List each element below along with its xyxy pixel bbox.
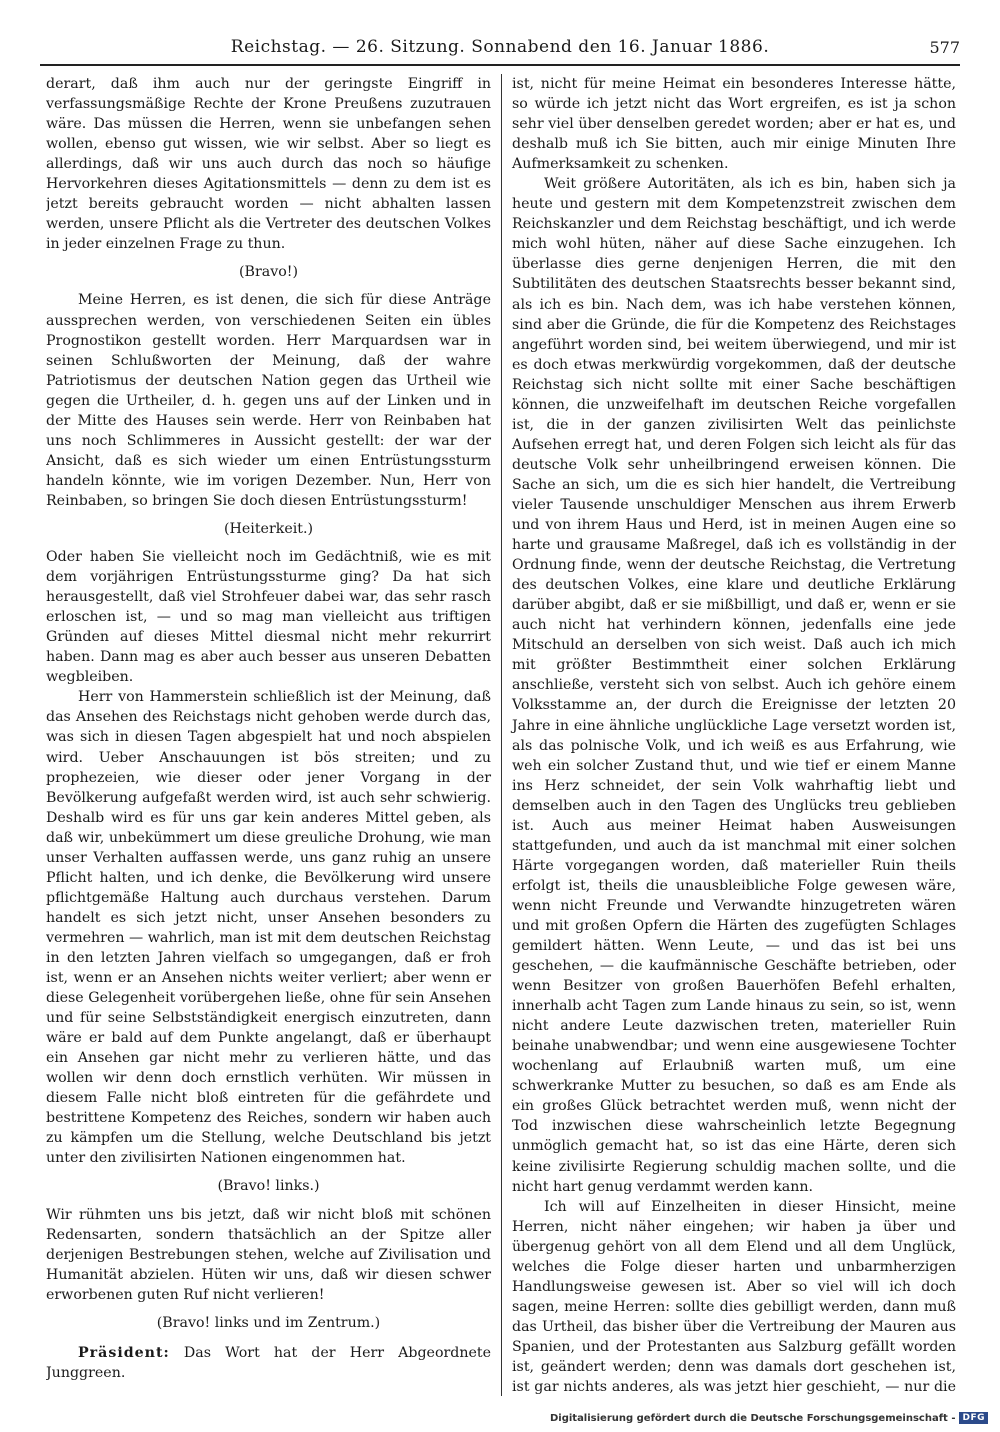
page-number: 577 xyxy=(929,37,960,57)
speaker-statement xyxy=(46,1393,491,1396)
page-header xyxy=(40,30,960,66)
interjection: (Bravo! links und im Zentrum.) xyxy=(156,1314,381,1331)
paragraph: Herr von Hammerstein schließlich ist der Meinung, daß das Ansehen des Reichstags nicht gehoben werde durch das, was sich in diesen Tagen abgespielt hat und noch abspielen wird. Ueber Anschauungen ist bös streiten; und zu prophezeien, wie dieser oder jener Vorgang in der Bevölkerung aufgefaßt werden wird, ist auch sehr schwierig. Deshalb wird es für uns gar kein anderes Mittel geben, als daß wir, unbekümmert um diese greuliche Drohung, wie man unser Verhalten auffassen werde, uns ganz ruhig an unsere Pflicht halten, und ich denke, die Bevölkerung wird unsere pflichtgemäße Haltung auch durchaus verstehen. Darum handelt es sich jetzt nicht, unser Ansehen besonders zu vermehren — wahrlich, man ist mit dem deutschen Reichstag in den letzten Jahren vielfach so umgegangen, daß er froh ist, wenn er an Ansehen nichts weiter verliert; aber wenn er diese Gelegenheit vorübergehen ließe, ohne für sein Ansehen und für seine Selbstständigkeit energisch einzutreten, dann wäre er bald auf dem Punkte angelangt, daß er überhaupt ein Ansehen gar nicht mehr zu verlieren hätte, und das wollen wir denn doch ernstlich verhüten. Wir müssen in diesem Falle nicht bloß eintreten für die gefährdete und bestrittene Kompetenz des Reiches, sondern wir haben auch zu kämpfen um die Stellung, welche Deutschland bis jetzt unter den zivilisirten Nationen eingenommen hat. xyxy=(46,689,491,1167)
dfg-logo: DFG xyxy=(959,1412,988,1424)
footer-text: Digitalisierung gefördert durch die Deutsche Forschungsgemeinschaft - xyxy=(549,1412,956,1424)
digitization-footer xyxy=(550,1412,988,1424)
interjection: (Heiterkeit.) xyxy=(224,520,313,537)
paragraph: Ich will auf Einzelheiten in dieser Hinsicht, meine Herren, nicht näher eingehen; wir haben ja über und übergenug gehört von all dem Elend und all dem Unglück, welches die Folge dieser harten und unbarmherzigen Handlungsweise gewesen ist. Aber so viel will ich doch sagen, meine Herren: sollte dies gebilligt werden, dann muß das Urtheil, das bisher über die Vertreibung der Mauren aus Spanien, und der Protestanten aus Salzburg gefällt worden ist, geändert werden; denn was damals dort geschehen ist, ist gar nichts anderes, als was jetzt hier geschieht, — nur die xyxy=(512,1198,956,1396)
interjection: (Bravo! links.) xyxy=(217,1178,320,1195)
left-column xyxy=(46,74,501,1396)
paragraph: Meine Herren, es ist denen, die sich für diese Anträge aussprechen werden, von verschiedenen Seiten ein übles Prognostikon gestellt worden. Herr Marquardsen war in seinen Schlußworten der Meinung, daß der wahre Patriotismus der deutschen Nation gegen das Urtheil wie gegen die Urtheiler, d. h. gegen uns auf der Linken und in der Mitte des Hauses sein werde. Herr von Reinbaben hat uns noch Schlimmeres in Aussicht gestellt: der war der Ansicht, daß es sich wieder um einen Entrüstungssturm handeln könnte, wie im vorigen Dezember. Nun, Herr von Reinbaben, so bringen Sie doch diesen Entrüstungssturm! xyxy=(46,292,491,509)
paragraph: ist, nicht für meine Heimat ein besonderes Interesse hätte, so würde ich jetzt nicht das Wort ergreifen, es ist ja schon sehr viel über denselben geredet worden; aber er hat es, und deshalb muß ich Sie bitten, auch mir einige Minuten Ihre Aufmerksamkeit zu schenken. xyxy=(512,76,956,173)
speaker-label: Präsident: xyxy=(78,1344,170,1361)
statement-text: Das Wort hat der Herr Abgeordnete Junggreen. xyxy=(46,1344,491,1381)
paragraph: derart, daß ihm auch nur der geringste Eingriff in verfassungsmäßige Rechte der Krone Preußens zuzutrauen wäre. Das müssen die Herren, wenn sie unbefangen sehen wollen, ebenso gut wissen, wie wir selbst. Aber so liegt es allerdings, daß wir uns auch durch das noch so häufige Hervorkehren dieses Agitationsmittels — denn zu dem ist es jetzt bereits gebraucht worden — nicht abhalten lassen werden, unsere Pflicht als die Vertreter des deutschen Volkes in jeder einzelnen Frage zu thun. xyxy=(46,76,491,253)
right-column xyxy=(501,74,956,1396)
paragraph: Weit größere Autoritäten, als ich es bin, haben sich ja heute und gestern mit dem Kompetenzstreit zwischen dem Reichskanzler und dem Reichstag beschäftigt, und ich werde mich wohl hüten, näher auf diese Sache einzugehen. Ich überlasse dies gerne denjenigen Herren, die mit den Subtilitäten des deutschen Staatsrechts besser bekannt sind, als ich es bin. Nach dem, was ich habe verstehen können, sind aber die Gründe, die für die Kompetenz des Reichstages angeführt worden sind, bei weitem überwiegend, und mir ist es doch etwas merkwürdig vorgekommen, daß der deutsche Reichstag sich nicht sollte mit einer Sache beschäftigen können, die unzweifelhaft im deutschen Reiche vorgefallen ist, die in der ganzen zivilisirten Welt das peinlichste Aufsehen erregt hat, und deren Folgen sich leicht als für das deutsche Volk sehr unheilbringend erweisen können. Die Sache an sich, um die es sich hier handelt, die Vertreibung vieler Tausende unschuldiger Menschen aus ihrem Erwerb und von ihrem Haus und Herd, ist in meinen Augen eine so harte und grausame Maßregel, daß ich es vollständig in der Ordnung finde, wenn der deutsche Reichstag, die Vertretung des deutschen Volkes, eine klare und deutliche Erklärung darüber abgibt, daß er sie mißbilligt, und daß er, wenn er sie auch nicht hat verhindern können, jedenfalls eine jede Mitschuld an derselben von sich weist. Daß auch ich mich mit größter Bestimmtheit einer solchen Erklärung anschließe, versteht sich von selbst. Auch ich gehöre einem Volksstamme an, der durch die Ereignisse der letzten 20 Jahre in eine ähnliche unglückliche Lage versetzt worden ist, als das polnische Volk, und ich weiß es aus Erfahrung, wie weh ein solcher Zustand thut, und wie tief er einem Manne ins Herz schneidet, der sein Volk wahrhaftig liebt und demselben auch in den Tagen des Unglücks treu geblieben ist. Auch aus meiner Heimat haben Ausweisungen stattgefunden, und auch da ist manchmal mit einer solchen Härte vorgegangen worden, daß materieller Ruin theils erfolgt ist, theils die unausbleibliche Folge gewesen wäre, wenn nicht Freunde und Verwandte hinzugetreten wären und mit großen Opfern die Härten des zugefügten Schlages gemildert hätten. Wenn Leute, — und das ist bei uns geschehen, — die kaufmännische Geschäfte betrieben, oder wenn Besitzer von großen Bauerhöfen Befehl erhalten, innerhalb acht Tagen zum Lande hinaus zu sein, so ist, wenn nicht andere Leute dazwischen treten, materieller Ruin beinahe unabwendbar; und wenn eine ausgewiesene Tochter wochenlang auf Erlaubniß warten muß, um eine schwerkranke Mutter zu besuchen, so daß es am Ende als ein großes Glück betrachtet werden muß, wenn nicht der Tod inzwischen diese wahrscheinlich letzte Begegnung unmöglich gemacht hat, so ist das eine Härte, deren sich keine zivilisirte Regierung schuldig machen sollte, und die nicht hart genug verdammt werden kann. xyxy=(512,176,956,1195)
president-statement xyxy=(46,1343,491,1383)
paragraph: Wir rühmten uns bis jetzt, daß wir nicht bloß mit schönen Redensarten, sondern thatsächlich an der Spitze aller derjenigen Bestrebungen stehen, welche auf Zivilisation und Humanität abzielen. Hüten wir uns, daß wir diesen schwer erworbenen guten Ruf nicht verlieren! xyxy=(46,1206,491,1303)
speaker-label xyxy=(78,1395,304,1396)
running-title: Reichstag. — 26. Sitzung. Sonnabend den 16. Januar 1886. xyxy=(230,37,770,57)
paragraph: Oder haben Sie vielleicht noch im Gedächtniß, wie es mit dem vorjährigen Entrüstungssturme ging? Da hat sich herausgestellt, daß viel Strohfeuer dabei war, das sehr rasch erloschen ist, — und so mag man vielleicht aus triftigen Gründen auf dieses Mittel diesmal nicht mehr rekurrirt haben. Dann mag es aber auch besser aus unseren Debatten wegbleiben. xyxy=(46,549,491,686)
interjection: (Bravo!) xyxy=(239,264,298,281)
text-columns xyxy=(46,74,956,1396)
